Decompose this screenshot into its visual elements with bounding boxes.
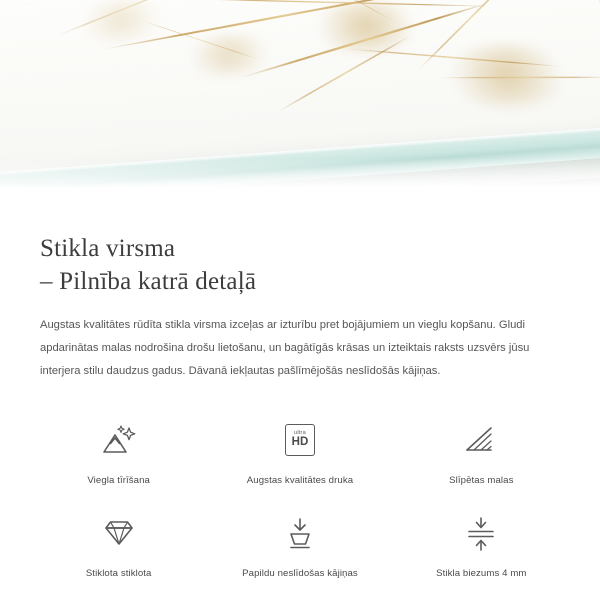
feature-item-glazed — [28, 510, 209, 579]
page-title-line-2: – Pilnība katrā detaļā — [40, 268, 257, 295]
hero-product-image — [0, 0, 600, 200]
feature-grid — [0, 417, 600, 579]
feature-label: Stikla biezums 4 mm — [436, 567, 527, 579]
sparkle-mountain-icon — [96, 417, 142, 463]
gold-smudge — [71, 0, 171, 44]
hero-bottom-fade — [0, 158, 600, 200]
feature-item-thickness — [391, 510, 572, 579]
feature-item-non-slip-feet — [209, 510, 390, 579]
polished-edges-icon — [458, 417, 504, 463]
diamond-icon — [96, 510, 142, 556]
description-content — [0, 200, 600, 383]
feature-label: Viegla tīrīšana — [87, 474, 150, 486]
gold-smudge — [433, 41, 584, 110]
badge-top-text: ultra — [294, 429, 306, 436]
feature-label: Papildu neslīdošas kājiņas — [242, 567, 358, 579]
feature-item-easy-cleaning — [28, 417, 209, 486]
badge-bottom-text: HD — [291, 436, 309, 449]
page-title-line-1: Stikla virsma — [40, 235, 176, 262]
description-paragraph: Augstas kvalitātes rūdīta stikla virsma izceļas ar izturību pret bojājumiem un vieglu kopšanu. Gludi apdarinātas malas nodrošina drošu lietošanu, un bagātīgās krāsas un izteiktais raksts uzsvērs jūsu interjera stilu daudzus gadus. Dāvanā iekļautas pašlīmējošās neslīdošās kājiņas. — [40, 319, 530, 377]
ultra-hd-print-icon — [277, 417, 323, 463]
non-slip-feet-icon — [277, 510, 323, 556]
thickness-arrows-icon — [458, 510, 504, 556]
page-title — [40, 232, 560, 298]
feature-label: Augstas kvalitātes druka — [246, 474, 354, 486]
feature-label: Stiklota stiklota — [85, 567, 152, 579]
feature-item-polished-edges — [391, 417, 572, 486]
gold-vein — [438, 76, 600, 78]
feature-item-hd-print — [209, 417, 390, 486]
feature-label: Slīpētas malas — [449, 474, 514, 486]
